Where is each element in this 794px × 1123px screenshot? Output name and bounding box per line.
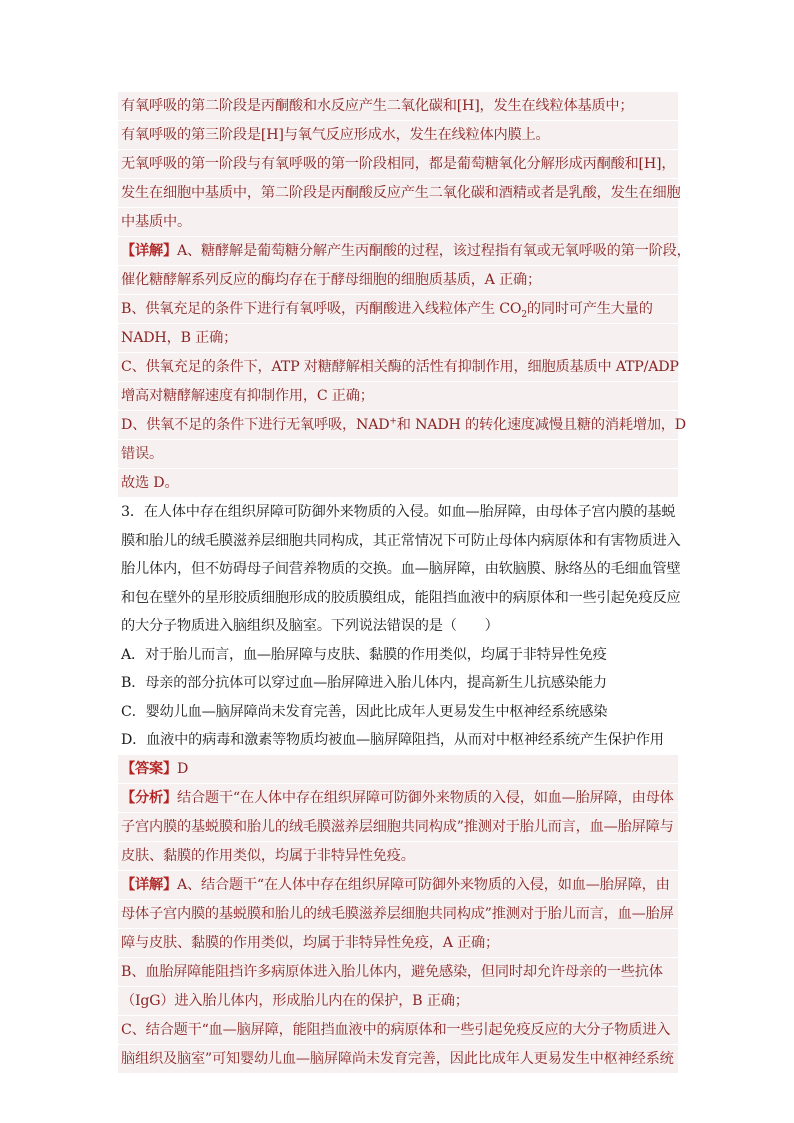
detail-d-text: D、供氧不足的条件下进行无氧呼吸，NAD bbox=[121, 417, 390, 433]
q2-detail-b-line-1 bbox=[118, 295, 678, 323]
analysis-text: 结合题干“在人体中存在组织屏障可防御外来物质的入侵，如血—胎屏障，由母体 bbox=[176, 789, 674, 806]
q3-detail-b-line-2: （IgG）进入胎儿体内，形成胎儿内在的保护，B 正确； bbox=[118, 987, 678, 1015]
analysis-tag: 【分析】 bbox=[121, 789, 177, 806]
anaerobic-line-2: 发生在细胞中基质中，第二阶段是丙酮酸反应产生二氧化碳和酒精或者是乳酸，发生在细胞 bbox=[118, 179, 678, 207]
detail-d-text-post: 和 NADH 的转化速度减慢且糖的消耗增加，D bbox=[396, 417, 686, 433]
q3-stem-line-4: 和包在壁外的星形胶质细胞形成的胶质膜组成，能阻挡血液中的病原体和一些引起免疫反应 bbox=[121, 589, 681, 606]
q3-detail-a-line-2: 母体子宫内膜的基蜕膜和胎儿的绒毛膜滋养层细胞共同构成”推测对于胎儿而言，血—胎屏 bbox=[118, 900, 678, 928]
q3-stem-line-2: 膜和胎儿的绒毛膜滋养层细胞共同构成，其正常情况下可防止母体内病原体和有害物质进入 bbox=[121, 532, 681, 549]
co2-subscript: 2 bbox=[521, 309, 527, 320]
aerobic-stage2-line: 有氧呼吸的第二阶段是丙酮酸和水反应产生二氧化碳和[H]，发生在线粒体基质中； bbox=[118, 92, 678, 120]
q3-stem-line-1: 3．在人体中存在组织屏障可防御外来物质的入侵。如血—胎屏障，由母体子宫内膜的基蜕 bbox=[121, 504, 676, 520]
detail-tag: 【详解】 bbox=[121, 876, 177, 893]
detail-tag: 【详解】 bbox=[121, 243, 177, 259]
detail-a-text: A、糖酵解是葡萄糖分解产生丙酮酸的过程，该过程指有氧或无氧呼吸的第一阶段， bbox=[176, 243, 691, 259]
anaerobic-line-3: 中基质中。 bbox=[118, 208, 678, 236]
nad-superscript: + bbox=[389, 416, 397, 427]
q2-detail-a-line-2: 催化糖酵解系列反应的酶均存在于酵母细胞的细胞质基质，A 正确； bbox=[118, 266, 678, 294]
q2-choice-line: 故选 D。 bbox=[118, 469, 678, 497]
q3-option-d: D．血液中的病毒和激素等物质均被血—脑屏障阻挡，从而对中枢神经系统产生保护作用 bbox=[121, 732, 664, 748]
q3-analysis-line-1 bbox=[118, 784, 678, 812]
q3-detail-c-line-1: C、结合题干“血—脑屏障，能阻挡血液中的病原体和一些引起免疫反应的大分子物质进入 bbox=[118, 1016, 678, 1044]
q3-stem-line-3: 胎儿体内，但不妨碍母子间营养物质的交换。血—脑屏障，由软脑膜、脉络丛的毛细血管壁 bbox=[121, 561, 681, 577]
q3-option-c: C．婴幼儿血—脑屏障尚未发育完善，因此比成年人更易发生中枢神经系统感染 bbox=[121, 703, 608, 720]
q2-detail-d-line-2: 错误。 bbox=[118, 440, 678, 468]
q3-detail-a-line-1 bbox=[118, 871, 678, 899]
q3-option-b: B．母亲的部分抗体可以穿过血—胎屏障进入胎儿体内，提高新生儿抗感染能力 bbox=[121, 675, 607, 691]
q2-detail-a-line-1 bbox=[118, 237, 691, 265]
answer-value: D bbox=[176, 760, 189, 777]
answer-tag: 【答案】 bbox=[121, 760, 177, 777]
q2-detail-d-line-1 bbox=[118, 411, 686, 439]
aerobic-stage3-line: 有氧呼吸的第三阶段是[H]与氧气反应形成水，发生在线粒体内膜上。 bbox=[118, 121, 678, 149]
q3-detail-b-line-1: B、血胎屏障能阻挡许多病原体进入胎儿体内，避免感染，但同时却允许母亲的一些抗体 bbox=[118, 958, 678, 986]
q2-detail-b-line-2: NADH，B 正确； bbox=[118, 324, 678, 352]
q3-analysis-line-2: 子宫内膜的基蜕膜和胎儿的绒毛膜滋养层细胞共同构成”推测对于胎儿而言，血—胎屏障与 bbox=[118, 813, 678, 841]
q3-stem-line-5: 的大分子物质进入脑组织及脑室。下列说法错误的是（ ） bbox=[121, 618, 499, 634]
detail-a-text: A、结合题干“在人体中存在组织屏障可防御外来物质的入侵，如血—胎屏障，由 bbox=[176, 876, 670, 893]
detail-b-text-post: 的同时可产生大量的 bbox=[526, 301, 653, 317]
q3-option-a: A．对于胎儿而言，血—胎屏障与皮肤、黏膜的作用类似，均属于非特异性免疫 bbox=[121, 646, 607, 663]
anaerobic-line-1: 无氧呼吸的第一阶段与有氧呼吸的第一阶段相同，都是葡萄糖氧化分解形成丙酮酸和[H]， bbox=[118, 150, 678, 178]
document-page bbox=[118, 92, 691, 1074]
q3-answer-line bbox=[118, 755, 678, 783]
q2-detail-c-line-1: C、供氧充足的条件下，ATP 对糖酵解相关酶的活性有抑制作用，细胞质基质中 ATP/ADP bbox=[118, 353, 678, 381]
q3-analysis-line-3: 皮肤、黏膜的作用类似，均属于非特异性免疫。 bbox=[118, 842, 678, 870]
detail-b-text: B、供氧充足的条件下进行有氧呼吸，丙酮酸进入线粒体产生 CO bbox=[121, 301, 522, 317]
q2-detail-c-line-2: 增高对糖酵解速度有抑制作用，C 正确； bbox=[118, 382, 678, 410]
q3-detail-c-line-2: 脑组织及脑室”可知婴幼儿血—脑屏障尚未发育完善，因此比成年人更易发生中枢神经系统 bbox=[118, 1045, 678, 1073]
q3-detail-a-line-3: 障与皮肤、黏膜的作用类似，均属于非特异性免疫，A 正确； bbox=[118, 929, 678, 957]
